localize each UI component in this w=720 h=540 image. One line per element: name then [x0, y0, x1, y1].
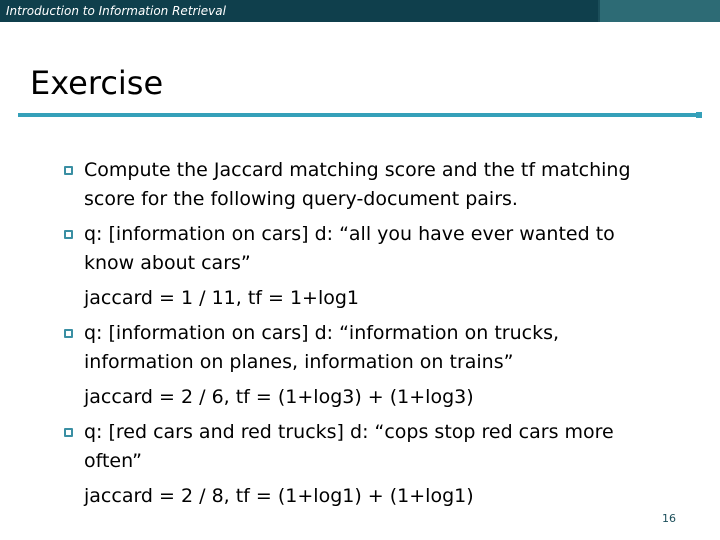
bullet-item — [62, 418, 662, 511]
bullet-text-line: q: [information on cars] d: “all you have ever wanted to — [84, 223, 615, 245]
square-bullet-icon — [64, 166, 73, 175]
title-underline — [18, 113, 702, 117]
header-accent-block — [600, 0, 720, 22]
title-underline-end — [696, 112, 702, 118]
header-bar — [0, 0, 720, 22]
square-bullet-icon — [64, 230, 73, 239]
header-title-area — [0, 0, 598, 22]
bullet-item — [62, 220, 662, 313]
course-title: Introduction to Information Retrieval — [6, 4, 226, 18]
bullet-text-line: score for the following query-document pairs. — [84, 188, 518, 210]
answer-text: jaccard = 2 / 6, tf = (1+log3) + (1+log3) — [84, 386, 474, 408]
bullet-text-line: often” — [84, 450, 142, 472]
bullet-item — [62, 156, 662, 214]
answer-text: jaccard = 2 / 8, tf = (1+log1) + (1+log1) — [84, 485, 474, 507]
square-bullet-icon — [64, 428, 73, 437]
square-bullet-icon — [64, 329, 73, 338]
bullet-text-line: information on planes, information on trains” — [84, 351, 514, 373]
bullet-text-line: q: [information on cars] d: “information on trucks, — [84, 322, 560, 344]
slide-content — [62, 156, 662, 517]
slide-title: Exercise — [30, 64, 164, 102]
bullet-text-line: Compute the Jaccard matching score and the tf matching — [84, 159, 631, 181]
answer-text: jaccard = 1 / 11, tf = 1+log1 — [84, 287, 360, 309]
page-number: 16 — [662, 512, 676, 525]
bullet-item — [62, 319, 662, 412]
bullet-text-line: q: [red cars and red trucks] d: “cops stop red cars more — [84, 421, 614, 443]
bullet-text-line: know about cars” — [84, 252, 251, 274]
